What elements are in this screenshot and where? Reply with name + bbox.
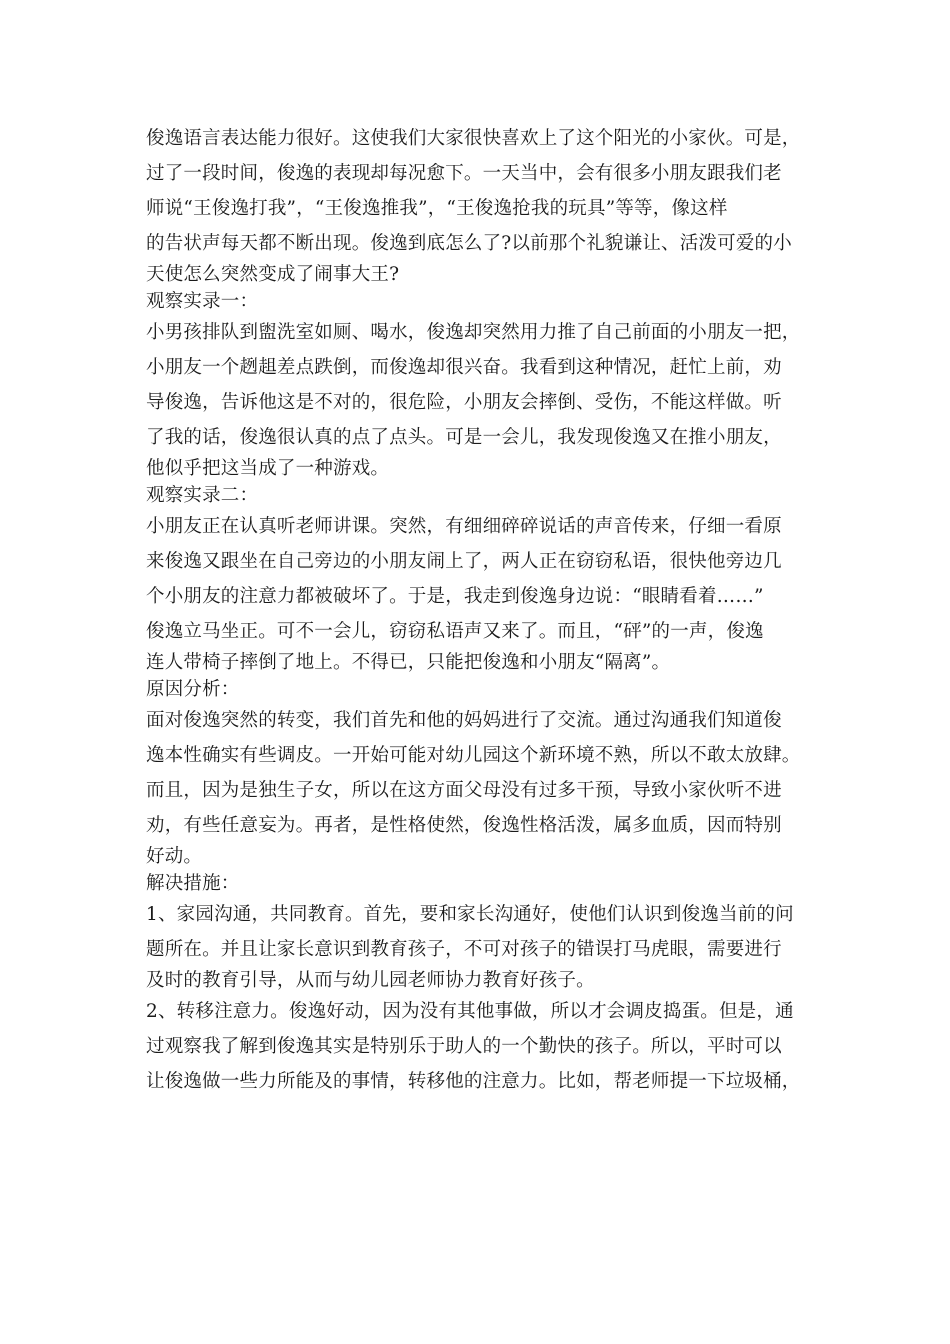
text-line: 面对俊逸突然的转变，我们首先和他的妈妈进行了交流。通过沟通我们知道俊 (146, 710, 782, 731)
text-line: 来俊逸又跟坐在自己旁边的小朋友闹上了，两人正在窃窃私语，很快他旁边几 (146, 551, 782, 572)
text-line: 过观察我了解到俊逸其实是特别乐于助人的一个勤快的孩子。所以，平时可以 (146, 1036, 782, 1057)
text-line: 导俊逸，告诉他这是不对的，很危险，小朋友会摔倒、受伤，不能这样做。听 (146, 392, 782, 413)
text-line: 好动。 (146, 846, 203, 867)
text-line: 俊逸立马坐正。可不一会儿，窃窃私语声又来了。而且，“砰”的一声，俊逸 (146, 621, 764, 642)
text-line: 2、转移注意力。俊逸好动，因为没有其他事做，所以才会调皮捣蛋。但是，通 (146, 1001, 794, 1022)
text-line: 了我的话，俊逸很认真的点了点头。可是一会儿，我发现俊逸又在推小朋友， (146, 427, 782, 448)
text-line: 连人带椅子摔倒了地上。不得已，只能把俊逸和小朋友“隔离”。 (146, 652, 671, 673)
text-line: 过了一段时间，俊逸的表现却每况愈下。一天当中，会有很多小朋友跟我们老 (146, 163, 782, 184)
text-line: 劝，有些任意妄为。再者，是性格使然，俊逸性格活泼，属多血质，因而特别 (146, 815, 782, 836)
text-line: 俊逸语言表达能力很好。这使我们大家很快喜欢上了这个阳光的小家伙。可是， (146, 128, 801, 149)
text-line: 小男孩排队到盥洗室如厕、喝水，俊逸却突然用力推了自己前面的小朋友一把， (146, 322, 801, 343)
text-line: 小朋友正在认真听老师讲课。突然，有细细碎碎说话的声音传来，仔细一看原 (146, 516, 782, 537)
text-line: 个小朋友的注意力都被破坏了。于是，我走到俊逸身边说：“眼睛看着……” (146, 586, 764, 607)
text-line: 小朋友一个趔趄差点跌倒，而俊逸却很兴奋。我看到这种情况，赶忙上前，劝 (146, 357, 782, 378)
text-line: 师说“王俊逸打我”，“王俊逸推我”，“王俊逸抢我的玩具”等等，像这样 (146, 198, 728, 219)
text-line: 天使怎么突然变成了闹事大王? (146, 264, 400, 285)
text-line: 让俊逸做一些力所能及的事情，转移他的注意力。比如，帮老师提一下垃圾桶， (146, 1071, 801, 1092)
document-body (146, 121, 806, 1099)
text-line: 逸本性确实有些调皮。一开始可能对幼儿园这个新环境不熟，所以不敢太放肆。 (146, 745, 801, 766)
section-heading: 观察实录一： (146, 291, 259, 312)
section-heading: 观察实录二： (146, 485, 259, 506)
section-heading: 原因分析： (146, 679, 240, 700)
text-line: 1、家园沟通，共同教育。首先，要和家长沟通好，使他们认识到俊逸当前的问 (146, 904, 794, 925)
section-heading: 解决措施： (146, 873, 240, 894)
text-line: 题所在。并且让家长意识到教育孩子，不可对孩子的错误打马虎眼，需要进行 (146, 939, 782, 960)
text-line: 而且，因为是独生子女，所以在这方面父母没有过多干预，导致小家伙听不进 (146, 780, 782, 801)
text-line: 的告状声每天都不断出现。俊逸到底怎么了?以前那个礼貌谦让、活泼可爱的小 (146, 233, 792, 254)
text-line: 及时的教育引导，从而与幼儿园老师协力教育好孩子。 (146, 970, 595, 991)
text-line: 他似乎把这当成了一种游戏。 (146, 458, 390, 479)
